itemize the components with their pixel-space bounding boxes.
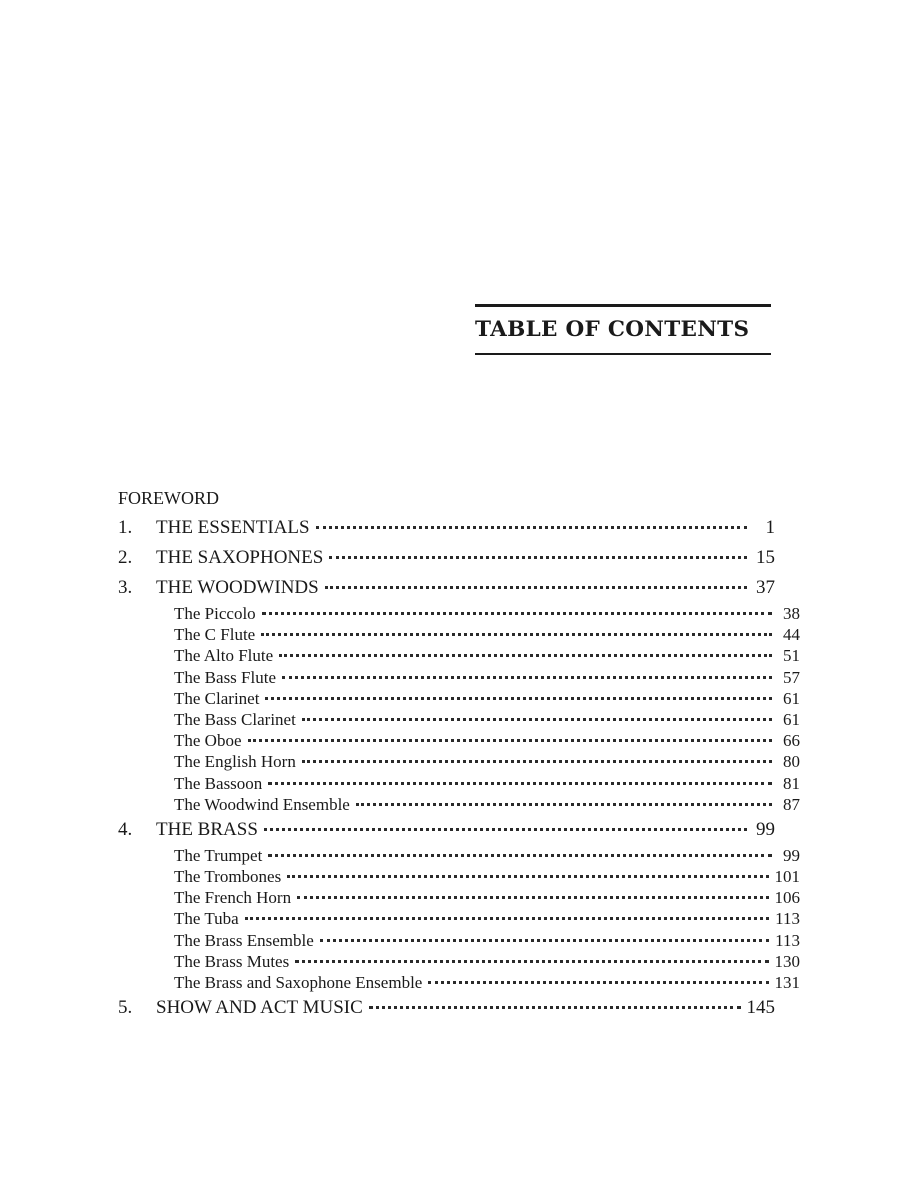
dot-leader xyxy=(356,803,772,806)
chapter-entry[interactable] xyxy=(118,573,775,603)
section-title: The Bass Clarinet xyxy=(174,709,296,729)
chapter-number: 1. xyxy=(118,517,133,538)
section-entry[interactable] xyxy=(118,951,800,972)
page-number: 81 xyxy=(783,773,800,793)
table-of-contents xyxy=(118,485,800,1023)
page-number: 113 xyxy=(775,930,800,950)
dot-leader xyxy=(320,939,769,942)
page-number: 15 xyxy=(756,547,775,568)
dot-leader xyxy=(264,828,747,831)
chapter-entry[interactable] xyxy=(118,513,775,543)
section-entry[interactable] xyxy=(118,887,800,908)
chapter-title: THE SAXOPHONES xyxy=(156,547,324,568)
page-number: 145 xyxy=(746,997,775,1019)
page-number: 113 xyxy=(775,909,800,929)
section-title: The English Horn xyxy=(174,752,296,772)
section-title: The Alto Flute xyxy=(174,646,274,666)
section-entry[interactable] xyxy=(118,972,800,993)
section-entry[interactable] xyxy=(118,667,800,688)
chapter-title: THE ESSENTIALS xyxy=(156,517,310,538)
page-number: 131 xyxy=(774,973,800,992)
dot-leader xyxy=(295,960,768,963)
chapter-number: 4. xyxy=(118,818,133,840)
foreword-entry[interactable]: FOREWORD xyxy=(118,488,220,508)
section-title: The Trombones xyxy=(174,867,282,887)
chapter-title: SHOW AND ACT MUSIC xyxy=(156,997,363,1019)
section-title: The Brass Ensemble xyxy=(174,930,314,950)
section-entry[interactable] xyxy=(118,908,800,929)
section-title: The French Horn xyxy=(174,888,292,908)
page-number: 101 xyxy=(774,867,800,887)
section-title: The Clarinet xyxy=(174,688,260,708)
chapter-entry[interactable] xyxy=(118,993,775,1023)
section-title: The Brass Mutes xyxy=(174,951,290,971)
chapter-title: THE BRASS xyxy=(156,818,258,840)
section-entry[interactable] xyxy=(118,645,800,666)
chapter-number: 3. xyxy=(118,577,133,598)
chapter-title: THE WOODWINDS xyxy=(156,577,319,598)
section-title: The Trumpet xyxy=(174,845,263,865)
dot-leader xyxy=(261,633,772,636)
page-number: 99 xyxy=(756,818,775,840)
section-title: The C Flute xyxy=(174,625,256,645)
dot-leader xyxy=(248,739,772,742)
dot-leader xyxy=(268,782,772,785)
page-number: 44 xyxy=(783,625,800,645)
chapter-entry[interactable] xyxy=(118,543,775,573)
dot-leader xyxy=(282,676,772,679)
dot-leader xyxy=(268,854,772,857)
chapter-number: 5. xyxy=(118,997,133,1019)
page-number: 51 xyxy=(783,646,800,666)
dot-leader xyxy=(325,586,747,589)
section-title: The Woodwind Ensemble xyxy=(174,794,350,814)
section-title: The Bass Flute xyxy=(174,667,276,687)
page-number: 106 xyxy=(774,888,800,908)
section-title: The Brass and Saxophone Ensemble xyxy=(174,973,423,992)
section-entry[interactable] xyxy=(118,794,800,815)
page-number: 37 xyxy=(756,577,775,598)
dot-leader xyxy=(297,896,768,899)
dot-leader xyxy=(428,981,768,984)
section-entry[interactable] xyxy=(118,930,800,951)
dot-leader xyxy=(262,612,772,615)
section-title: The Tuba xyxy=(174,909,239,929)
dot-leader xyxy=(287,875,768,878)
dot-leader xyxy=(369,1006,741,1009)
section-entry[interactable] xyxy=(118,688,800,709)
section-entry[interactable] xyxy=(118,709,800,730)
page-number: 38 xyxy=(783,604,800,623)
page-number: 87 xyxy=(783,794,800,814)
page-title: TABLE OF CONTENTS xyxy=(475,317,750,342)
page-number: 66 xyxy=(783,731,800,751)
dot-leader xyxy=(279,654,772,657)
section-entry[interactable] xyxy=(118,751,800,772)
page-number: 61 xyxy=(783,709,800,729)
chapter-entry[interactable] xyxy=(118,815,775,845)
section-entry[interactable] xyxy=(118,730,800,751)
page-number: 99 xyxy=(783,845,800,865)
section-entry[interactable] xyxy=(118,845,800,866)
section-title: The Piccolo xyxy=(174,604,256,623)
bottom-rule xyxy=(475,353,771,355)
page-number: 80 xyxy=(783,752,800,772)
dot-leader xyxy=(316,526,747,529)
dot-leader xyxy=(302,760,772,763)
dot-leader xyxy=(302,718,772,721)
section-title: The Bassoon xyxy=(174,773,263,793)
page-number: 1 xyxy=(765,517,775,538)
dot-leader xyxy=(329,556,747,559)
section-entry[interactable] xyxy=(118,866,800,887)
page-number: 57 xyxy=(783,667,800,687)
toc-heading xyxy=(475,304,771,355)
section-entry[interactable] xyxy=(118,624,800,645)
dot-leader xyxy=(245,917,769,920)
page-number: 61 xyxy=(783,688,800,708)
page-number: 130 xyxy=(774,951,800,971)
section-title: The Oboe xyxy=(174,731,242,751)
section-entry[interactable] xyxy=(118,773,800,794)
chapter-number: 2. xyxy=(118,547,133,568)
dot-leader xyxy=(265,697,772,700)
section-entry[interactable] xyxy=(118,603,800,624)
